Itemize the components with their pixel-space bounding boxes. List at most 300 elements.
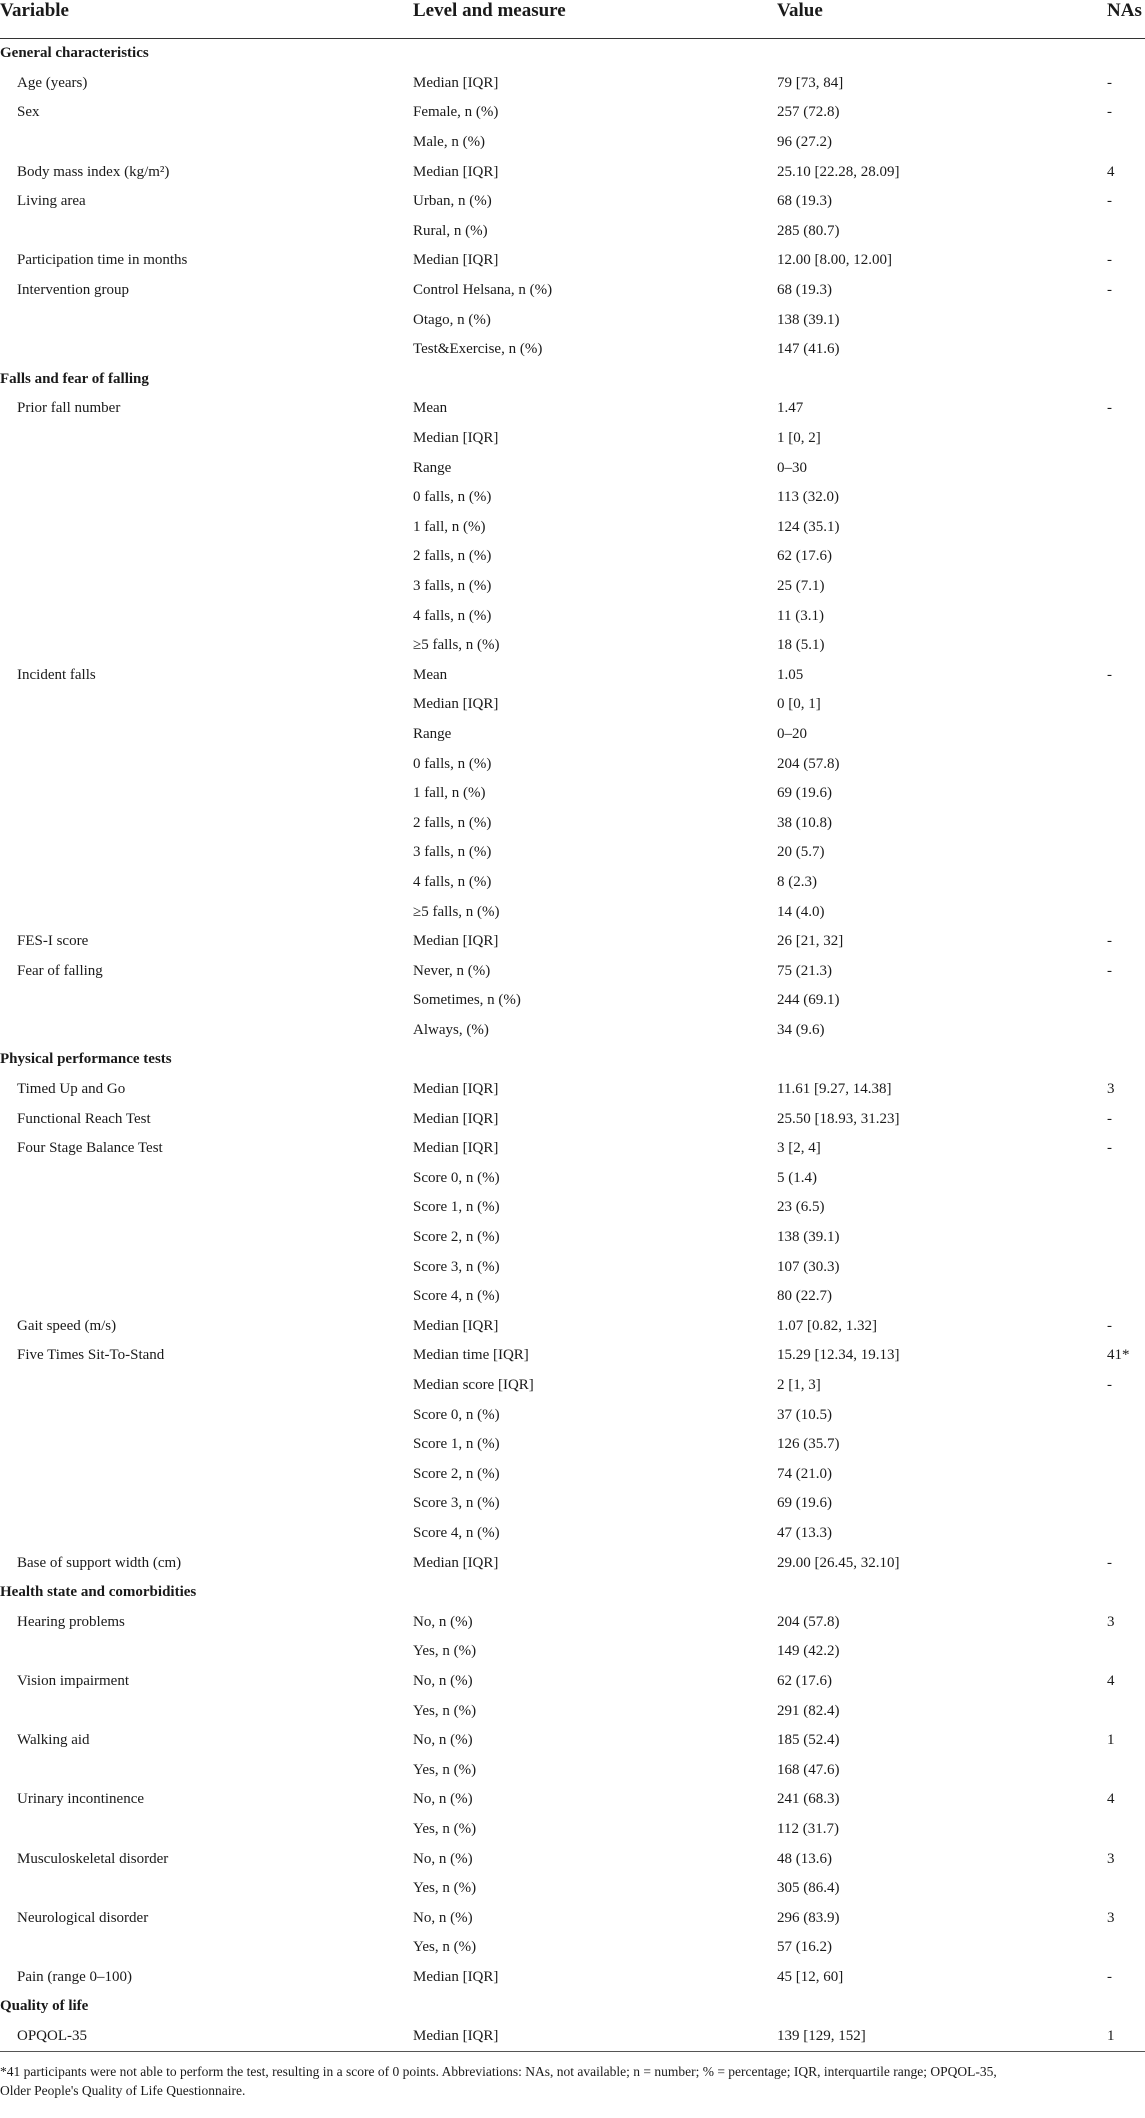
variable-cell: Timed Up and Go: [17, 1081, 126, 1098]
section-row: [0, 1992, 1145, 2022]
level-cell: Median [IQR]: [413, 1081, 499, 1098]
section-heading: Physical performance tests: [0, 1051, 172, 1068]
value-cell: 241 (68.3): [777, 1791, 840, 1808]
variable-cell: Pain (range 0–100): [17, 1968, 132, 1985]
table-row: [0, 1223, 1145, 1253]
table-row: [0, 1755, 1145, 1785]
na-cell: [1107, 483, 1145, 513]
value-cell: 26 [21, 32]: [777, 933, 844, 950]
level-cell: 4 falls, n (%): [413, 873, 492, 890]
na-cell: [1107, 897, 1145, 927]
value-cell: 185 (52.4): [777, 1732, 840, 1749]
level-cell: Median [IQR]: [413, 1554, 499, 1571]
value-cell: 138 (39.1): [777, 1229, 840, 1246]
variable-cell: Base of support width (cm): [17, 1554, 182, 1571]
value-cell: 18 (5.1): [777, 637, 825, 654]
level-cell: Score 3, n (%): [413, 1495, 500, 1512]
table-row: [0, 808, 1145, 838]
variable-cell: [0, 1460, 413, 1490]
level-cell: Median [IQR]: [413, 430, 499, 447]
table-row: [0, 1134, 1145, 1164]
table-row: [0, 1844, 1145, 1874]
na-cell: [1107, 1164, 1145, 1194]
na-cell: [1107, 986, 1145, 1016]
value-cell: 25.10 [22.28, 28.09]: [777, 163, 900, 180]
level-cell: Rural, n (%): [413, 222, 488, 239]
variable-cell: [0, 1430, 413, 1460]
table-row: [0, 542, 1145, 572]
na-cell: [1107, 1815, 1145, 1845]
level-cell: Score 1, n (%): [413, 1436, 500, 1453]
na-cell: -: [1107, 74, 1112, 91]
na-cell: [1107, 631, 1145, 661]
na-cell: [1107, 868, 1145, 898]
value-cell: 124 (35.1): [777, 518, 840, 535]
na-cell: [1107, 1252, 1145, 1282]
section-heading: General characteristics: [0, 45, 149, 62]
variable-cell: [0, 897, 413, 927]
variable-cell: [0, 1933, 413, 1963]
variable-cell: [0, 217, 413, 247]
na-cell: 1: [1107, 2022, 1145, 2052]
variable-cell: Neurological disorder: [17, 1909, 149, 1926]
value-cell: 1.07 [0.82, 1.32]: [777, 1317, 877, 1334]
table-row: [0, 1519, 1145, 1549]
table-row: [0, 157, 1145, 187]
na-cell: [1107, 1223, 1145, 1253]
table-row: [0, 1726, 1145, 1756]
variable-cell: [0, 1400, 413, 1430]
value-cell: 69 (19.6): [777, 785, 832, 802]
value-cell: 25 (7.1): [777, 577, 825, 594]
value-cell: 285 (80.7): [777, 222, 840, 239]
value-cell: 74 (21.0): [777, 1465, 832, 1482]
value-cell: 5 (1.4): [777, 1169, 817, 1186]
variable-cell: [0, 1164, 413, 1194]
level-cell: 2 falls, n (%): [413, 548, 492, 565]
na-cell: -: [1107, 282, 1112, 299]
variable-cell: Sex: [17, 104, 40, 121]
level-cell: Female, n (%): [413, 104, 499, 121]
value-cell: 107 (30.3): [777, 1258, 840, 1275]
variable-cell: Five Times Sit-To-Stand: [17, 1347, 165, 1364]
level-cell: Otago, n (%): [413, 311, 491, 328]
na-cell: -: [1107, 1377, 1112, 1394]
table-row: [0, 1371, 1145, 1401]
variable-cell: FES-I score: [17, 933, 89, 950]
na-cell: [1107, 1696, 1145, 1726]
variable-cell: [0, 1223, 413, 1253]
value-cell: 1.47: [777, 400, 804, 417]
variable-cell: OPQOL-35: [0, 2022, 413, 2052]
value-cell: 113 (32.0): [777, 489, 839, 506]
table-row: [0, 1430, 1145, 1460]
table-row: [0, 217, 1145, 247]
table-row: [0, 128, 1145, 158]
level-cell: Median [IQR]: [413, 933, 499, 950]
table-row: [0, 1637, 1145, 1667]
value-cell: 11.61 [9.27, 14.38]: [777, 1081, 892, 1098]
na-cell: [1107, 128, 1145, 158]
na-cell: 4: [1107, 1672, 1115, 1689]
level-cell: 0 falls, n (%): [413, 489, 492, 506]
table-row: [0, 394, 1145, 424]
table-row: [0, 1815, 1145, 1845]
na-cell: [1107, 1460, 1145, 1490]
na-cell: -: [1107, 1317, 1112, 1334]
table-header: [0, 0, 1145, 39]
value-cell: 79 [73, 84]: [777, 74, 844, 91]
level-cell: Median [IQR]: [413, 1140, 499, 1157]
table-row: [0, 1341, 1145, 1371]
level-cell: 1 fall, n (%): [413, 518, 486, 535]
level-cell: Score 3, n (%): [413, 1258, 500, 1275]
table-row: [0, 1903, 1145, 1933]
variable-cell: Functional Reach Test: [17, 1110, 151, 1127]
variable-cell: Incident falls: [17, 666, 96, 683]
na-cell: 3: [1107, 1081, 1115, 1098]
na-cell: [1107, 1874, 1145, 1904]
table-row: [0, 1785, 1145, 1815]
variable-cell: [0, 749, 413, 779]
level-cell: Score 0, n (%): [413, 1406, 500, 1423]
level-cell: Median score [IQR]: [413, 1377, 534, 1394]
level-cell: Median [IQR]: [413, 1968, 499, 1985]
na-cell: [1107, 808, 1145, 838]
level-cell: Control Helsana, n (%): [413, 282, 553, 299]
level-cell: Sometimes, n (%): [413, 992, 521, 1009]
na-cell: -: [1107, 1968, 1112, 1985]
na-cell: -: [1107, 666, 1112, 683]
value-cell: 69 (19.6): [777, 1495, 832, 1512]
value-cell: 57 (16.2): [777, 1939, 832, 1956]
na-cell: 4: [1107, 163, 1115, 180]
value-cell: 126 (35.7): [777, 1436, 840, 1453]
section-row: [0, 39, 1145, 69]
variable-cell: Gait speed (m/s): [17, 1317, 117, 1334]
level-cell: No, n (%): [413, 1850, 473, 1867]
header-row: [0, 0, 1145, 39]
table-row: [0, 276, 1145, 306]
level-cell: No, n (%): [413, 1613, 473, 1630]
na-cell: -: [1107, 104, 1112, 121]
na-cell: [1107, 749, 1145, 779]
variable-cell: [0, 513, 413, 543]
value-cell: 37 (10.5): [777, 1406, 832, 1423]
level-cell: Male, n (%): [413, 134, 486, 151]
value-cell: 3 [2, 4]: [777, 1140, 821, 1157]
variable-cell: Participation time in months: [17, 252, 188, 269]
level-cell: No, n (%): [413, 1672, 473, 1689]
value-cell: 8 (2.3): [777, 873, 817, 890]
na-cell: [1107, 335, 1145, 365]
level-cell: No, n (%): [413, 1909, 473, 1926]
table-row: [0, 1252, 1145, 1282]
value-cell: 139 [129, 152]: [777, 2022, 1107, 2052]
variable-cell: [0, 690, 413, 720]
table-row: [0, 1667, 1145, 1697]
na-cell: 3: [1107, 1613, 1115, 1630]
level-cell: Yes, n (%): [413, 1643, 477, 1660]
value-cell: 149 (42.2): [777, 1643, 840, 1660]
level-cell: Median [IQR]: [413, 252, 499, 269]
variable-cell: [0, 1016, 413, 1046]
value-cell: 68 (19.3): [777, 282, 832, 299]
na-cell: -: [1107, 933, 1112, 950]
na-cell: [1107, 1016, 1145, 1046]
variable-cell: [0, 1519, 413, 1549]
variable-cell: [0, 808, 413, 838]
na-cell: [1107, 1755, 1145, 1785]
table-footnote: [0, 2052, 1140, 2100]
level-cell: Score 1, n (%): [413, 1199, 500, 1216]
level-cell: No, n (%): [413, 1732, 473, 1749]
section-row: [0, 1045, 1145, 1075]
variable-cell: [0, 1755, 413, 1785]
table-row: [0, 1548, 1145, 1578]
section-heading: Quality of life: [0, 1998, 89, 2015]
value-cell: 204 (57.8): [777, 1613, 840, 1630]
na-cell: -: [1107, 1140, 1112, 1157]
value-cell: 80 (22.7): [777, 1288, 832, 1305]
variable-cell: Musculoskeletal disorder: [17, 1850, 169, 1867]
value-cell: 45 [12, 60]: [777, 1968, 844, 1985]
section-heading: Falls and fear of falling: [0, 370, 149, 387]
level-cell: Test&Exercise, n (%): [413, 341, 543, 358]
na-cell: 41*: [1107, 1347, 1130, 1364]
na-cell: [1107, 1400, 1145, 1430]
na-cell: [1107, 513, 1145, 543]
level-cell: Median [IQR]: [413, 1110, 499, 1127]
level-cell: Median [IQR]: [413, 2022, 777, 2052]
na-cell: [1107, 542, 1145, 572]
value-cell: 0–20: [777, 725, 807, 742]
variable-cell: [0, 986, 413, 1016]
table-row: [0, 187, 1145, 217]
value-cell: 138 (39.1): [777, 311, 840, 328]
na-cell: -: [1107, 252, 1112, 269]
level-cell: Median [IQR]: [413, 1317, 499, 1334]
header-value: Value: [777, 0, 1107, 39]
value-cell: 62 (17.6): [777, 1672, 832, 1689]
level-cell: Yes, n (%): [413, 1702, 477, 1719]
table-row: [0, 1874, 1145, 1904]
na-cell: [1107, 1489, 1145, 1519]
variable-cell: Hearing problems: [17, 1613, 125, 1630]
table-row: [0, 690, 1145, 720]
variable-cell: [0, 779, 413, 809]
table-row: [0, 305, 1145, 335]
variable-cell: [0, 453, 413, 483]
variable-cell: [0, 483, 413, 513]
value-cell: 34 (9.6): [777, 1021, 825, 1038]
table-row: [0, 246, 1145, 276]
section-heading: Health state and comorbidities: [0, 1584, 197, 1601]
na-cell: [1107, 572, 1145, 602]
level-cell: Score 2, n (%): [413, 1465, 500, 1482]
value-cell: 20 (5.7): [777, 844, 825, 861]
level-cell: Always, (%): [413, 1021, 489, 1038]
na-cell: [1107, 1933, 1145, 1963]
variable-cell: [0, 1371, 413, 1401]
na-cell: -: [1107, 1554, 1112, 1571]
table-row: [0, 1963, 1145, 1993]
variable-cell: [0, 1637, 413, 1667]
table-row: [0, 483, 1145, 513]
table-row: [0, 631, 1145, 661]
na-cell: [1107, 305, 1145, 335]
level-cell: No, n (%): [413, 1791, 473, 1808]
table-row: [0, 1312, 1145, 1342]
na-cell: [1107, 779, 1145, 809]
level-cell: Mean: [413, 666, 448, 683]
variable-cell: [0, 720, 413, 750]
variable-cell: [0, 424, 413, 454]
level-cell: Score 4, n (%): [413, 1524, 500, 1541]
table-row: [0, 424, 1145, 454]
variable-cell: Intervention group: [17, 282, 130, 299]
table-row: [0, 1696, 1145, 1726]
value-cell: 2 [1, 3]: [777, 1377, 821, 1394]
level-cell: ≥5 falls, n (%): [413, 903, 500, 920]
table-row: [0, 927, 1145, 957]
section-row: [0, 1578, 1145, 1608]
value-cell: 147 (41.6): [777, 341, 840, 358]
level-cell: Score 2, n (%): [413, 1229, 500, 1246]
value-cell: 1.05: [777, 666, 804, 683]
na-cell: -: [1107, 400, 1112, 417]
level-cell: Median [IQR]: [413, 696, 499, 713]
variable-cell: [0, 1696, 413, 1726]
value-cell: 96 (27.2): [777, 134, 832, 151]
table-row: [0, 749, 1145, 779]
table-row: [0, 660, 1145, 690]
table-row: [0, 1460, 1145, 1490]
value-cell: 38 (10.8): [777, 814, 832, 831]
table-row: [0, 838, 1145, 868]
value-cell: 305 (86.4): [777, 1880, 840, 1897]
variable-cell: [0, 1489, 413, 1519]
value-cell: 75 (21.3): [777, 962, 832, 979]
value-cell: 244 (69.1): [777, 992, 840, 1009]
table-row: [0, 1104, 1145, 1134]
variable-cell: Fear of falling: [17, 962, 103, 979]
value-cell: 29.00 [26.45, 32.10]: [777, 1554, 900, 1571]
na-cell: [1107, 690, 1145, 720]
table-row: [0, 2022, 1145, 2052]
table-row: [0, 335, 1145, 365]
level-cell: 3 falls, n (%): [413, 844, 492, 861]
variable-cell: [0, 572, 413, 602]
value-cell: 257 (72.8): [777, 104, 840, 121]
header-level-measure: Level and measure: [413, 0, 777, 39]
footnote-line-2: Older People's Quality of Life Questionnaire.: [0, 2083, 246, 2099]
value-cell: 25.50 [18.93, 31.23]: [777, 1110, 900, 1127]
na-cell: [1107, 1519, 1145, 1549]
variable-cell: [0, 128, 413, 158]
variable-cell: [0, 335, 413, 365]
header-variable: Variable: [0, 0, 413, 39]
value-cell: 23 (6.5): [777, 1199, 825, 1216]
na-cell: -: [1107, 962, 1112, 979]
variable-cell: [0, 1874, 413, 1904]
table-row: [0, 69, 1145, 99]
value-cell: 291 (82.4): [777, 1702, 840, 1719]
table-row: [0, 986, 1145, 1016]
level-cell: Urban, n (%): [413, 193, 492, 210]
variable-cell: Age (years): [17, 74, 88, 91]
level-cell: Score 0, n (%): [413, 1169, 500, 1186]
table-row: [0, 453, 1145, 483]
level-cell: Median [IQR]: [413, 74, 499, 91]
variable-cell: [0, 1815, 413, 1845]
variable-cell: [0, 1193, 413, 1223]
value-cell: 296 (83.9): [777, 1909, 840, 1926]
na-cell: 3: [1107, 1850, 1115, 1867]
value-cell: 168 (47.6): [777, 1761, 840, 1778]
variable-cell: [0, 1252, 413, 1282]
na-cell: [1107, 838, 1145, 868]
na-cell: -: [1107, 193, 1112, 210]
variable-cell: Vision impairment: [17, 1672, 130, 1689]
table-row: [0, 1400, 1145, 1430]
level-cell: Yes, n (%): [413, 1939, 477, 1956]
value-cell: 112 (31.7): [777, 1820, 839, 1837]
variable-cell: [0, 868, 413, 898]
table-row: [0, 513, 1145, 543]
na-cell: [1107, 1193, 1145, 1223]
level-cell: Median [IQR]: [413, 163, 499, 180]
na-cell: -: [1107, 1110, 1112, 1127]
variable-cell: Walking aid: [17, 1732, 90, 1749]
value-cell: 204 (57.8): [777, 755, 840, 772]
value-cell: 47 (13.3): [777, 1524, 832, 1541]
value-cell: 48 (13.6): [777, 1850, 832, 1867]
variable-cell: Urinary incontinence: [17, 1791, 145, 1808]
variable-cell: [0, 1282, 413, 1312]
variable-cell: [0, 542, 413, 572]
variable-cell: [0, 838, 413, 868]
na-cell: [1107, 453, 1145, 483]
table-row: [0, 720, 1145, 750]
table-row: [0, 1193, 1145, 1223]
header-nas: NAs: [1107, 0, 1145, 39]
na-cell: [1107, 217, 1145, 247]
value-cell: 0–30: [777, 459, 807, 476]
section-row: [0, 365, 1145, 395]
level-cell: Yes, n (%): [413, 1761, 477, 1778]
table-row: [0, 1489, 1145, 1519]
table-row: [0, 98, 1145, 128]
level-cell: Yes, n (%): [413, 1880, 477, 1897]
table-row: [0, 1016, 1145, 1046]
table-row: [0, 868, 1145, 898]
na-cell: [1107, 424, 1145, 454]
level-cell: 0 falls, n (%): [413, 755, 492, 772]
level-cell: Median time [IQR]: [413, 1347, 529, 1364]
variable-cell: [0, 305, 413, 335]
level-cell: 4 falls, n (%): [413, 607, 492, 624]
value-cell: 1 [0, 2]: [777, 430, 821, 447]
na-cell: 4: [1107, 1791, 1115, 1808]
na-cell: [1107, 720, 1145, 750]
footnote-line-1: *41 participants were not able to perform the test, resulting in a score of 0 points. Abbreviations: NAs, not available; n = number; % = percentage; IQR, interquartile range; OPQOL-35,: [0, 2064, 997, 2080]
variable-cell: Body mass index (kg/m²): [17, 163, 170, 180]
value-cell: 11 (3.1): [777, 607, 824, 624]
level-cell: 2 falls, n (%): [413, 814, 492, 831]
value-cell: 62 (17.6): [777, 548, 832, 565]
variable-cell: [0, 601, 413, 631]
